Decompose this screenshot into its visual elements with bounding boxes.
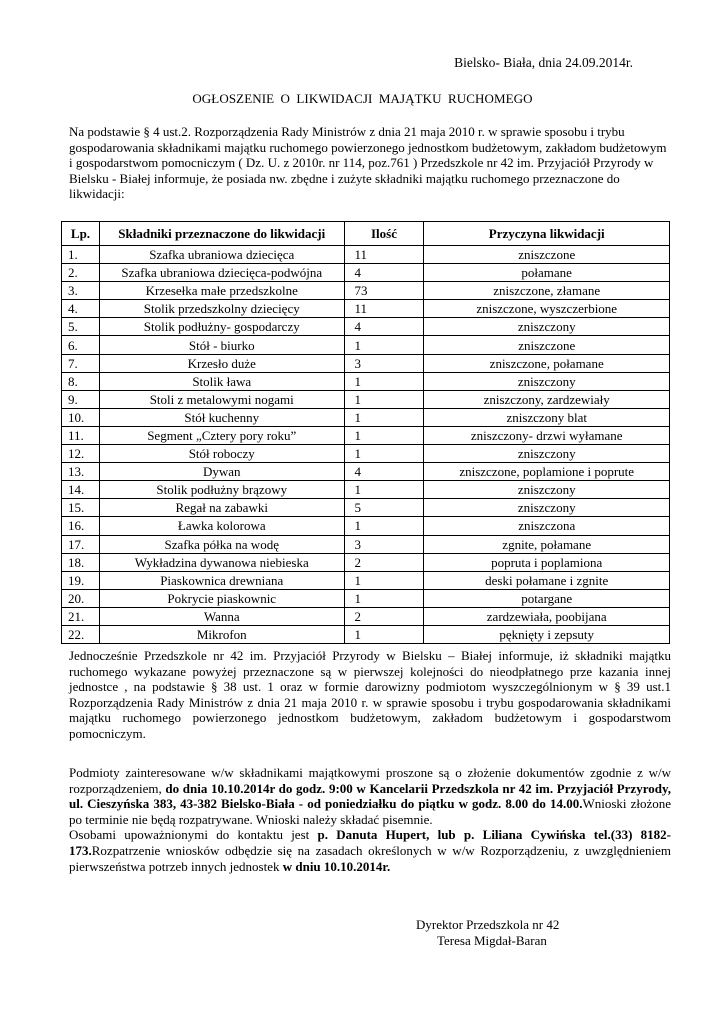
cell-item: Stół roboczy: [99, 445, 344, 463]
table-row: [62, 499, 670, 517]
cell-item: Krzesełka małe przedszkolne: [99, 282, 344, 300]
cell-reason: zniszczony blat: [424, 408, 670, 426]
cell-lp: 5.: [62, 318, 100, 336]
cell-item: Stolik podłużny brązowy: [99, 481, 344, 499]
cell-lp: 4.: [62, 300, 100, 318]
cell-reason: popruta i poplamiona: [424, 553, 670, 571]
application-rules: Wnioski złożone po terminie nie będą rozpatrywane. Wnioski należy składać pisemnie.: [69, 796, 671, 827]
cell-item: Stoli z metalowymi nogami: [99, 390, 344, 408]
cell-quantity: 1: [344, 336, 424, 354]
cell-quantity: 4: [344, 264, 424, 282]
review-date: w dniu 10.10.2014r.: [282, 858, 391, 874]
cell-lp: 17.: [62, 535, 100, 553]
cell-reason: zniszczony- drzwi wyłamane: [424, 426, 670, 444]
table-row: [62, 318, 670, 336]
cell-lp: 10.: [62, 408, 100, 426]
cell-lp: 12.: [62, 445, 100, 463]
cell-item: Piaskownica drewniana: [99, 571, 344, 589]
cell-lp: 21.: [62, 607, 100, 625]
cell-quantity: 1: [344, 481, 424, 499]
table-row: [62, 517, 670, 535]
cell-item: Stół - biurko: [99, 336, 344, 354]
donation-text: Jednocześnie Przedszkole nr 42 im. Przyjaciół Przyrody w Bielsku – Białej informuje, iż składniki majątku ruchomego wykazane powyżej przeznaczone są w pierwszej kolejności do nieodpłatnego prze kazania innej jednostce , na podstawie § 38 ust. 1 oraz w formie darowizny podmiotom wyszczególnionym w § 39 ust.1 Rozporządzenia Rady Ministrów z dnia 21 maja 2010 r. w sprawie sposobu i trybu gospodarowania składnikami majątku ruchomego powierzonego jednostkom budżetowym, zakładom budżetowym i gospodarstwom pomocniczym.: [69, 648, 671, 741]
cell-lp: 16.: [62, 517, 100, 535]
cell-quantity: 1: [344, 390, 424, 408]
table-row: [62, 607, 670, 625]
table-row: [62, 625, 670, 643]
contact-text: [69, 827, 671, 874]
signature-name: Teresa Migdał-Baran: [437, 933, 547, 948]
cell-reason: połamane: [424, 264, 670, 282]
cell-lp: 7.: [62, 354, 100, 372]
table-row: [62, 300, 670, 318]
header-reason: Przyczyna likwidacji: [424, 222, 670, 246]
table-row: [62, 535, 670, 553]
table-row: [62, 408, 670, 426]
cell-lp: 14.: [62, 481, 100, 499]
cell-lp: 20.: [62, 589, 100, 607]
cell-item: Pokrycie piaskownic: [99, 589, 344, 607]
table-row: [62, 571, 670, 589]
cell-quantity: 1: [344, 372, 424, 390]
cell-reason: zniszczone: [424, 246, 670, 264]
table-row: [62, 354, 670, 372]
signature-title: Dyrektor Przedszkola nr 42: [416, 917, 560, 932]
cell-quantity: 2: [344, 553, 424, 571]
cell-item: Wanna: [99, 607, 344, 625]
cell-lp: 18.: [62, 553, 100, 571]
cell-reason: zniszczony: [424, 445, 670, 463]
cell-reason: potargane: [424, 589, 670, 607]
header-quantity: Ilość: [344, 222, 424, 246]
cell-quantity: 1: [344, 426, 424, 444]
cell-lp: 15.: [62, 499, 100, 517]
cell-item: Mikrofon: [99, 625, 344, 643]
cell-quantity: 1: [344, 625, 424, 643]
signature-block: [416, 917, 559, 949]
cell-item: Wykładzina dywanowa niebieska: [99, 553, 344, 571]
cell-lp: 9.: [62, 390, 100, 408]
cell-lp: 22.: [62, 625, 100, 643]
cell-reason: zniszczony, zardzewiały: [424, 390, 670, 408]
cell-quantity: 5: [344, 499, 424, 517]
cell-reason: zniszczony: [424, 372, 670, 390]
cell-lp: 11.: [62, 426, 100, 444]
cell-reason: zniszczone, wyszczerbione: [424, 300, 670, 318]
cell-quantity: 73: [344, 282, 424, 300]
application-paragraph: [69, 765, 671, 874]
application-text: [69, 765, 671, 827]
cell-lp: 19.: [62, 571, 100, 589]
cell-item: Stół kuchenny: [99, 408, 344, 426]
document-title: OGŁOSZENIE O LIKWIDACJI MAJĄTKU RUCHOMEGO: [192, 91, 533, 106]
application-deadline: do dnia 10.10.2014r do godz. 9:00 w Kancelarii Przedszkola nr 42 im. Przyjaciół Przyrody, ul. Cieszyńska 383, 43-382 Bielsko-Biała - od poniedziałku do piątku w godz. 8.00 do 14.00.: [69, 780, 671, 812]
cell-item: Stolik przedszkolny dziecięcy: [99, 300, 344, 318]
cell-reason: zniszczone, poplamione i poprute: [424, 463, 670, 481]
cell-quantity: 1: [344, 445, 424, 463]
cell-reason: zniszczone: [424, 336, 670, 354]
cell-quantity: 4: [344, 318, 424, 336]
cell-quantity: 11: [344, 246, 424, 264]
cell-lp: 2.: [62, 264, 100, 282]
cell-item: Ławka kolorowa: [99, 517, 344, 535]
intro-text: Na podstawie § 4 ust.2. Rozporządzenia Rady Ministrów z dnia 21 maja 2010 r. w sprawie sposobu i trybu gospodarowania składnikami majątku ruchomego powierzonego jednostkom budżetowym, zakładom budżetowym i gospodarstwom pomocniczym ( Dz. U. z 2010r. nr 114, poz.761 ) Przedszkole nr 42 im. Przyjaciół Przyrody w Bielsku - Białej informuje, że posiada nw. zbędne i zużyte składniki majątku ruchomego przeznaczone do likwidacji:: [69, 124, 667, 202]
header-item: Składniki przeznaczone do likwidacji: [99, 222, 344, 246]
cell-quantity: 11: [344, 300, 424, 318]
cell-item: Szafka ubraniowa dziecięca: [99, 246, 344, 264]
table-row: [62, 589, 670, 607]
table-row: [62, 553, 670, 571]
cell-quantity: 2: [344, 607, 424, 625]
cell-reason: zardzewiała, poobijana: [424, 607, 670, 625]
cell-quantity: 3: [344, 354, 424, 372]
contact-intro: Osobami upoważnionymi do kontaktu jest: [69, 827, 318, 843]
cell-quantity: 4: [344, 463, 424, 481]
cell-quantity: 1: [344, 517, 424, 535]
table-row: [62, 246, 670, 264]
cell-lp: 8.: [62, 372, 100, 390]
table-body: [62, 246, 670, 644]
donation-paragraph: [69, 648, 671, 742]
cell-quantity: 1: [344, 589, 424, 607]
table-row: [62, 264, 670, 282]
cell-reason: deski połamane i zgnite: [424, 571, 670, 589]
cell-reason: zniszczone, złamane: [424, 282, 670, 300]
table-row: [62, 372, 670, 390]
application-intro: Podmioty zainteresowane w/w składnikami majątkowymi proszone są o złożenie dokumentów zgodnie z w/w rozporządzeniem,: [69, 765, 671, 796]
cell-item: Stolik podłużny- gospodarczy: [99, 318, 344, 336]
cell-reason: pęknięty i zepsuty: [424, 625, 670, 643]
cell-lp: 1.: [62, 246, 100, 264]
table-row: [62, 463, 670, 481]
cell-reason: zniszczony: [424, 318, 670, 336]
document-date: Bielsko- Biała, dnia 24.09.2014r.: [454, 55, 633, 70]
cell-reason: zniszczone, połamane: [424, 354, 670, 372]
cell-reason: zniszczony: [424, 499, 670, 517]
contact-persons: p. Danuta Hupert, lub p. Liliana Cywińska tel.(33) 8182-173.: [69, 827, 671, 858]
cell-item: Krzesło duże: [99, 354, 344, 372]
cell-quantity: 1: [344, 408, 424, 426]
table-row: [62, 481, 670, 499]
cell-quantity: 3: [344, 535, 424, 553]
intro-paragraph: [69, 124, 671, 202]
table-row: [62, 282, 670, 300]
cell-quantity: 1: [344, 571, 424, 589]
table-row: [62, 445, 670, 463]
cell-item: Segment „Cztery pory roku”: [99, 426, 344, 444]
cell-lp: 6.: [62, 336, 100, 354]
table-row: [62, 336, 670, 354]
cell-lp: 13.: [62, 463, 100, 481]
cell-item: Stolik ława: [99, 372, 344, 390]
cell-reason: zgnite, połamane: [424, 535, 670, 553]
cell-item: Szafka półka na wodę: [99, 535, 344, 553]
header-lp: Lp.: [62, 222, 100, 246]
table-row: [62, 390, 670, 408]
table-row: [62, 426, 670, 444]
cell-lp: 3.: [62, 282, 100, 300]
cell-item: Regał na zabawki: [99, 499, 344, 517]
cell-item: Szafka ubraniowa dziecięca-podwójna: [99, 264, 344, 282]
review-info: Rozpatrzenie wniosków odbędzie się na zasadach określonych w w/w Rozporządzeniu, z uwzględnieniem pierwszeństwa potrzeb innych jednostek: [69, 842, 671, 874]
liquidation-table: [61, 221, 670, 644]
cell-reason: zniszczona: [424, 517, 670, 535]
table-header-row: [62, 222, 670, 246]
cell-item: Dywan: [99, 463, 344, 481]
cell-reason: zniszczony: [424, 481, 670, 499]
